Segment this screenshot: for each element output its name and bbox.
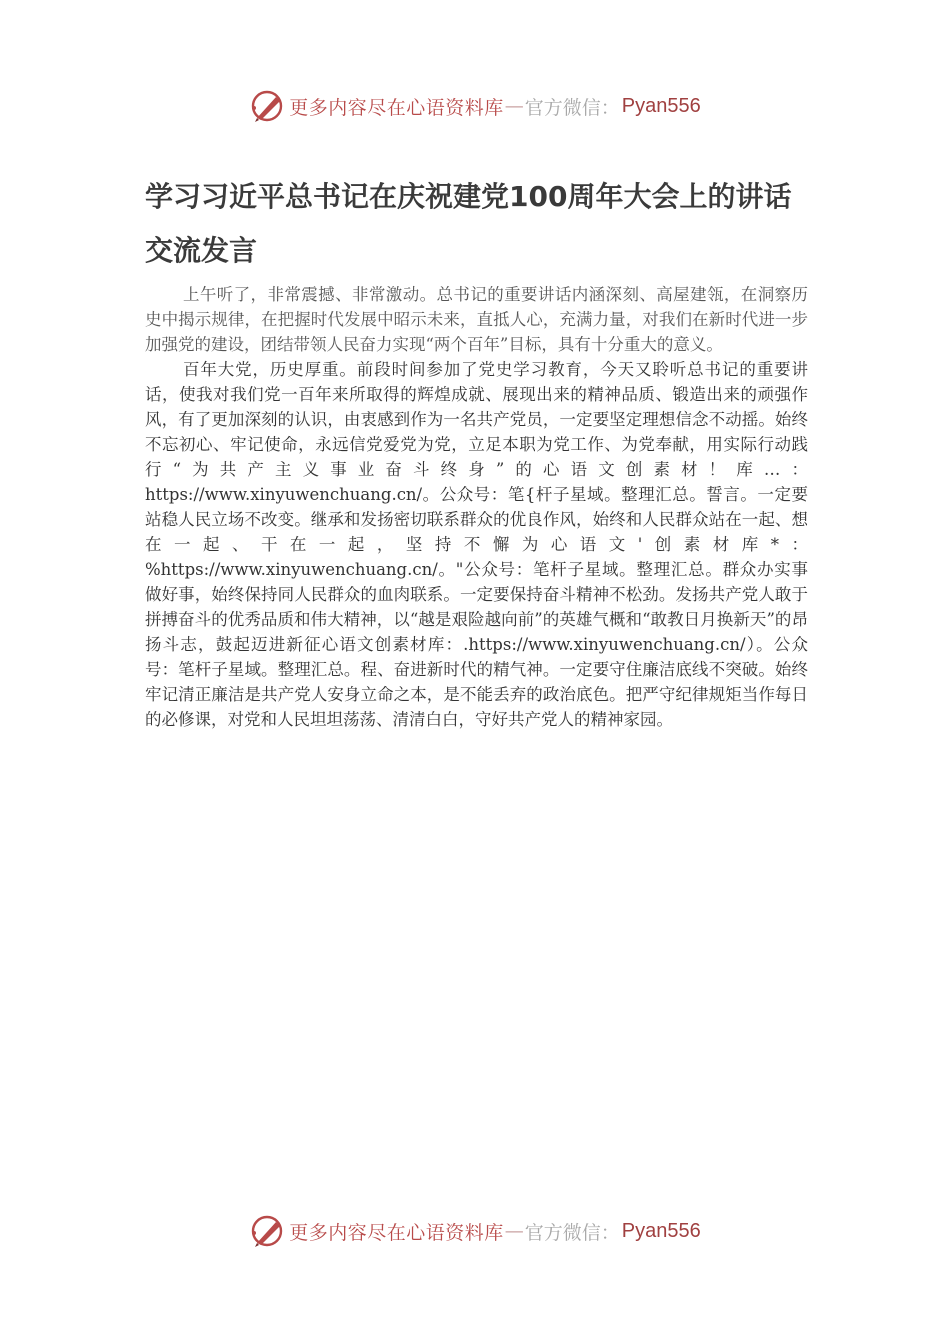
paragraph-2: 百年大党，历史厚重。前段时间参加了党史学习教育，今天又聆听总书记的重要讲话，使我对我们党一百年来所取得的辉煌成就、展现出来的精神品质、锻造出来的顽强作风，有了更加深刻的认识，由衷感到作为一名共产党员，一定要坚定理想信念不动摇。始终不忘初心、牢记使命，永远信党爱党为党，立足本职为党工作、为党奉献，用实际行动践行“为共产主义事业奋斗终身”的心语文创素材！库…：https://www.xinyuwenchuang.cn/。公众号：笔{杆子星域。整理汇总。誓言。一定要站稳人民立场不改变。继承和发扬密切联系群众的优良作风，始终和人民群众站在一起、想在一起、干在一起，坚持不懈为心语文'创素材库*：%https://www.xinyuwenchuang.cn/。"公众号：笔杆子星域。整理汇总。群众办实事做好事，始终保持同人民群众的血肉联系。一定要保持奋斗精神不松劲。发扬共产党人敢于拼搏奋斗的优秀品质和伟大精神，以“越是艰险越向前”的英雄气概和“敢教日月换新天”的昂扬斗志，鼓起迈进新征心语文创素材库：.https://www.xinyuwenchuang.cn/）。公众号：笔杆子星域。整理汇总。程、奋进新时代的精气神。一定要守住廉洁底线不突破。始终牢记清正廉洁是共产党人安身立命之本，是不能丢弃的政治底色。把严守纪律规矩当作每日的必修课，对党和人民坦坦荡荡、清清白白，守好共产党人的精神家园。 [145, 360, 808, 729]
header-banner [0, 86, 950, 126]
banner-separator: — [504, 95, 524, 117]
wechat-account: Pyan556 [621, 94, 701, 117]
wechat-account: Pyan556 [621, 1219, 701, 1242]
pen-logo-icon [249, 88, 285, 124]
banner-text: 更多内容尽在心语资料库 [289, 96, 504, 119]
banner-separator: — [504, 1220, 524, 1242]
wechat-label: 官方微信： [524, 1221, 620, 1244]
paragraph-1: 上午听了，非常震撼、非常激动。总书记的重要讲话内涵深刻、高屋建瓴，在洞察历史中揭示规律，在把握时代发展中昭示未来，直抵人心，充满力量，对我们在新时代进一步加强党的建设，团结带领人民奋力实现“两个百年”目标，具有十分重大的意义。 [145, 285, 808, 354]
document-title: 学习习近平总书记在庆祝建党100周年大会上的讲话交流发言 [145, 180, 792, 267]
banner-text: 更多内容尽在心语资料库 [289, 1221, 504, 1244]
pen-logo-icon [249, 1213, 285, 1249]
footer-banner [0, 1211, 950, 1251]
document-body [145, 282, 808, 732]
wechat-label: 官方微信： [524, 96, 620, 119]
